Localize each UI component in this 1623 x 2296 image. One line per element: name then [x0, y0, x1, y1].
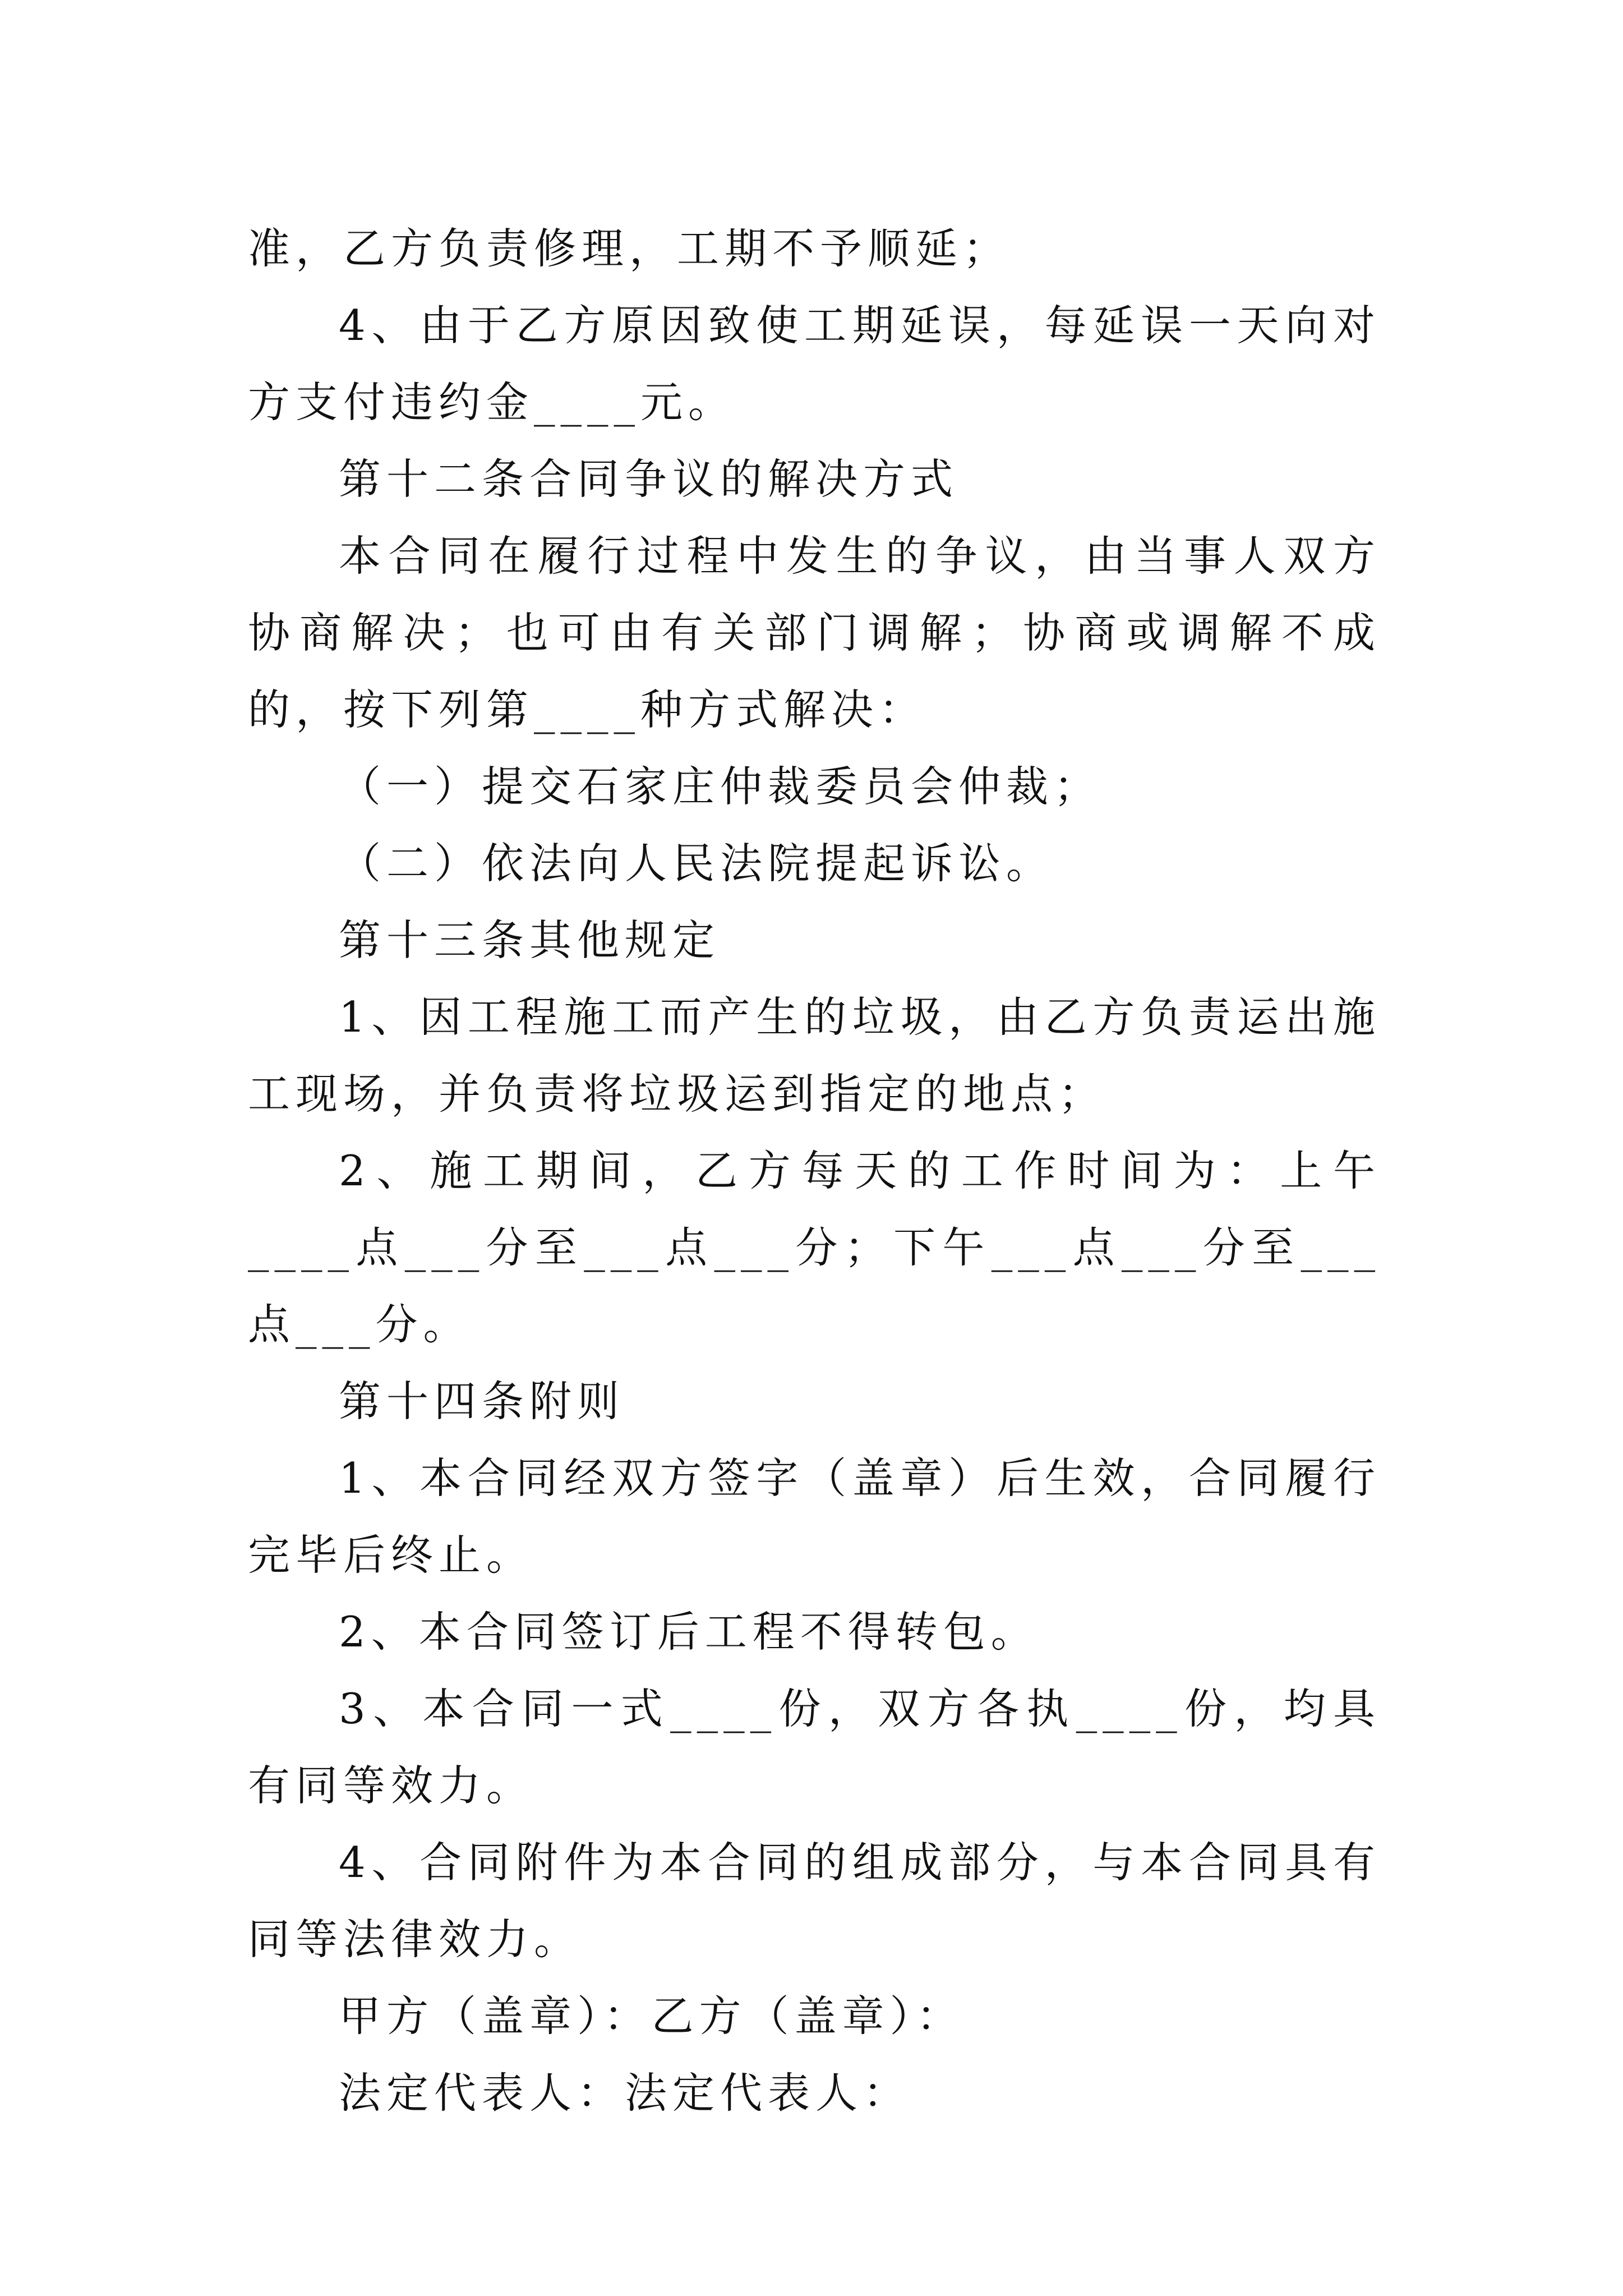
paragraph-continuation: 准，乙方负责修理，工期不予顺延； — [248, 224, 1011, 273]
paragraph-attachments: 4、合同附件为本合同的组成部分，与本合同具有同等法律效力。 — [248, 1838, 1381, 1964]
paragraph-working-hours: 2、施工期间，乙方每天的工作时间为：上午____点___分至___点___分；下午___点___分至___点___分。 — [248, 1146, 1381, 1349]
paragraph-dispute-resolution: 本合同在履行过程中发生的争议，由当事人双方协商解决；也可由有关部门调解；协商或调解不成的，按下列第____种方式解决： — [248, 531, 1381, 734]
article-13-heading: 第十三条其他规定 — [339, 915, 721, 965]
option-litigation: （二）依法向人民法院提起诉讼。 — [339, 839, 1054, 888]
paragraph-penalty-clause: 4、由于乙方原因致使工期延误，每延误一天向对方支付违约金____元。 — [248, 301, 1381, 427]
option-arbitration: （一）提交石家庄仲裁委员会仲裁； — [339, 762, 1102, 811]
document-body — [248, 210, 1381, 2132]
paragraph-effective: 1、本合同经双方签字（盖章）后生效，合同履行完毕后终止。 — [248, 1453, 1381, 1580]
article-12-heading: 第十二条合同争议的解决方式 — [339, 454, 959, 504]
article-14-heading: 第十四条附则 — [339, 1377, 625, 1426]
signature-legal-representatives: 法定代表人：法定代表人： — [339, 2068, 911, 2118]
paragraph-copies: 3、本合同一式____份，双方各执____份，均具有同等效力。 — [248, 1684, 1381, 1810]
paragraph-waste-removal: 1、因工程施工而产生的垃圾，由乙方负责运出施工现场，并负责将垃圾运到指定的地点； — [248, 992, 1381, 1119]
signature-party-stamps: 甲方（盖章）：乙方（盖章）： — [339, 1991, 965, 2041]
paragraph-no-subcontract: 2、本合同签订后工程不得转包。 — [339, 1607, 1039, 1657]
